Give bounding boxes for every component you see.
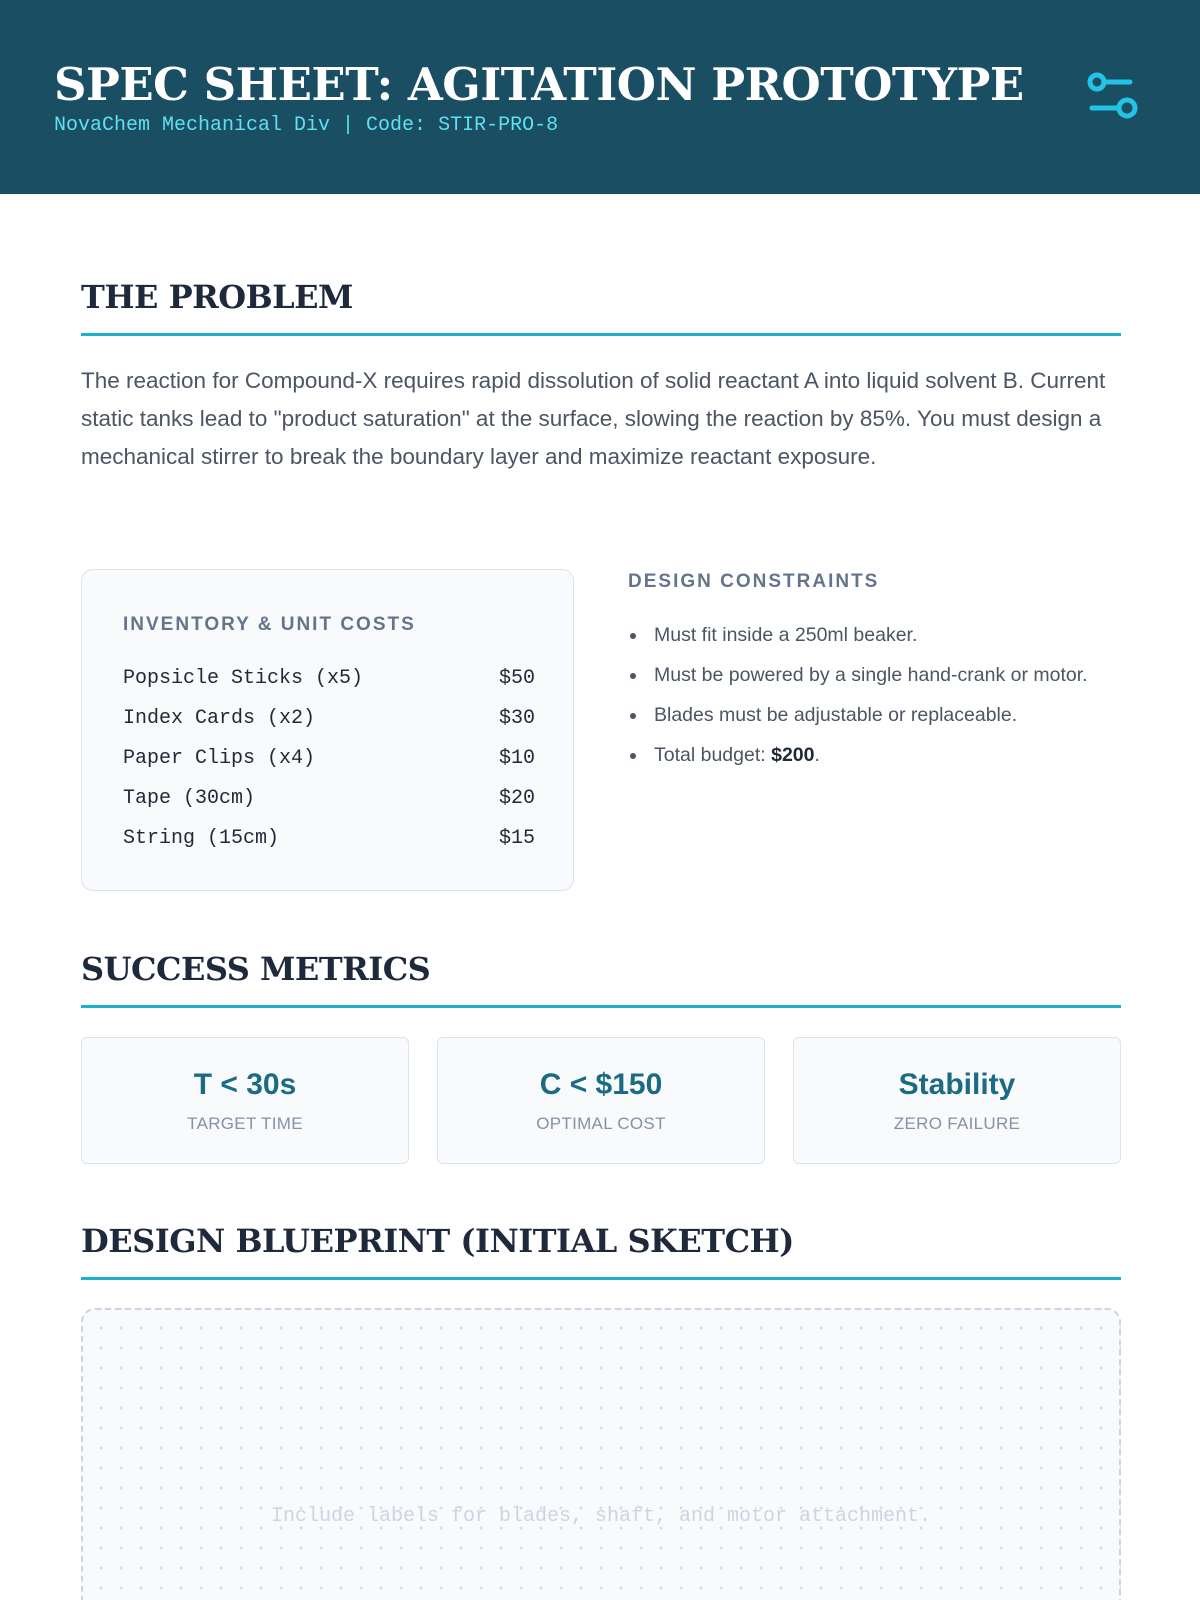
section-divider (81, 333, 1121, 336)
item-name: Popsicle Sticks (x5) (123, 666, 364, 690)
constraint-item: Must be powered by a single hand-crank or motor. (628, 662, 1098, 689)
constraints-list (628, 622, 1098, 782)
page-title: SPEC SHEET: AGITATION PROTOTYPE (54, 58, 1024, 111)
constraint-item-budget (628, 742, 1098, 769)
item-name: Index Cards (x2) (123, 706, 316, 730)
metric-label: TARGET TIME (187, 1114, 303, 1133)
item-cost: $20 (498, 786, 535, 810)
item-cost: $50 (498, 666, 535, 690)
inventory-row (123, 698, 535, 738)
inventory-heading: INVENTORY & UNIT COSTS (123, 614, 416, 635)
item-name: Paper Clips (x4) (123, 746, 316, 770)
item-name: String (15cm) (123, 826, 280, 850)
item-cost: $15 (498, 826, 535, 850)
metric-value: C < $150 (539, 1068, 663, 1101)
metric-value: T < 30s (193, 1068, 297, 1101)
metric-value: Stability (898, 1068, 1016, 1101)
budget-value: $200 (771, 744, 815, 766)
section-divider (81, 1277, 1121, 1280)
inventory-row (123, 778, 535, 818)
sliders-icon (1086, 70, 1140, 124)
problem-description: The reaction for Compound-X requires rapid dissolution of solid reactant A into liquid solvent B. Current static tanks lead to "product saturation" at the surface, slowing the reaction by 85%. You must design a mechanical stirrer to break the boundary layer and maximize reactant exposure. (81, 368, 1106, 469)
budget-suffix: . (814, 744, 820, 766)
inventory-row (123, 738, 535, 778)
constraints-heading: DESIGN CONSTRAINTS (628, 571, 880, 592)
page-header (0, 0, 1200, 194)
page-subtitle: NovaChem Mechanical Div | Code: STIR-PRO-8 (54, 114, 559, 137)
blueprint-heading: DESIGN BLUEPRINT (INITIAL SKETCH) (81, 1222, 794, 1260)
metric-card-time (81, 1037, 409, 1164)
inventory-row (123, 658, 535, 698)
settings-button[interactable] (1086, 70, 1140, 124)
item-name: Tape (30cm) (123, 786, 256, 810)
blueprint-hint: Include labels for blades, shaft, and motor attachment. (270, 1505, 932, 1528)
budget-prefix: Total budget: (654, 744, 772, 766)
inventory-card (81, 569, 574, 891)
section-divider (81, 1005, 1121, 1008)
metric-label: ZERO FAILURE (893, 1114, 1021, 1133)
metric-card-stability (793, 1037, 1121, 1164)
inventory-row (123, 818, 535, 858)
inventory-list (123, 658, 535, 858)
blueprint-sketch-area[interactable] (81, 1308, 1121, 1600)
constraint-item: Must fit inside a 250ml beaker. (628, 622, 1098, 649)
item-cost: $10 (498, 746, 535, 770)
item-cost: $30 (498, 706, 535, 730)
metric-card-cost (437, 1037, 765, 1164)
metrics-heading: SUCCESS METRICS (81, 950, 431, 988)
problem-heading: THE PROBLEM (81, 278, 353, 316)
metric-label: OPTIMAL COST (536, 1114, 666, 1133)
constraint-item: Blades must be adjustable or replaceable. (628, 702, 1098, 729)
